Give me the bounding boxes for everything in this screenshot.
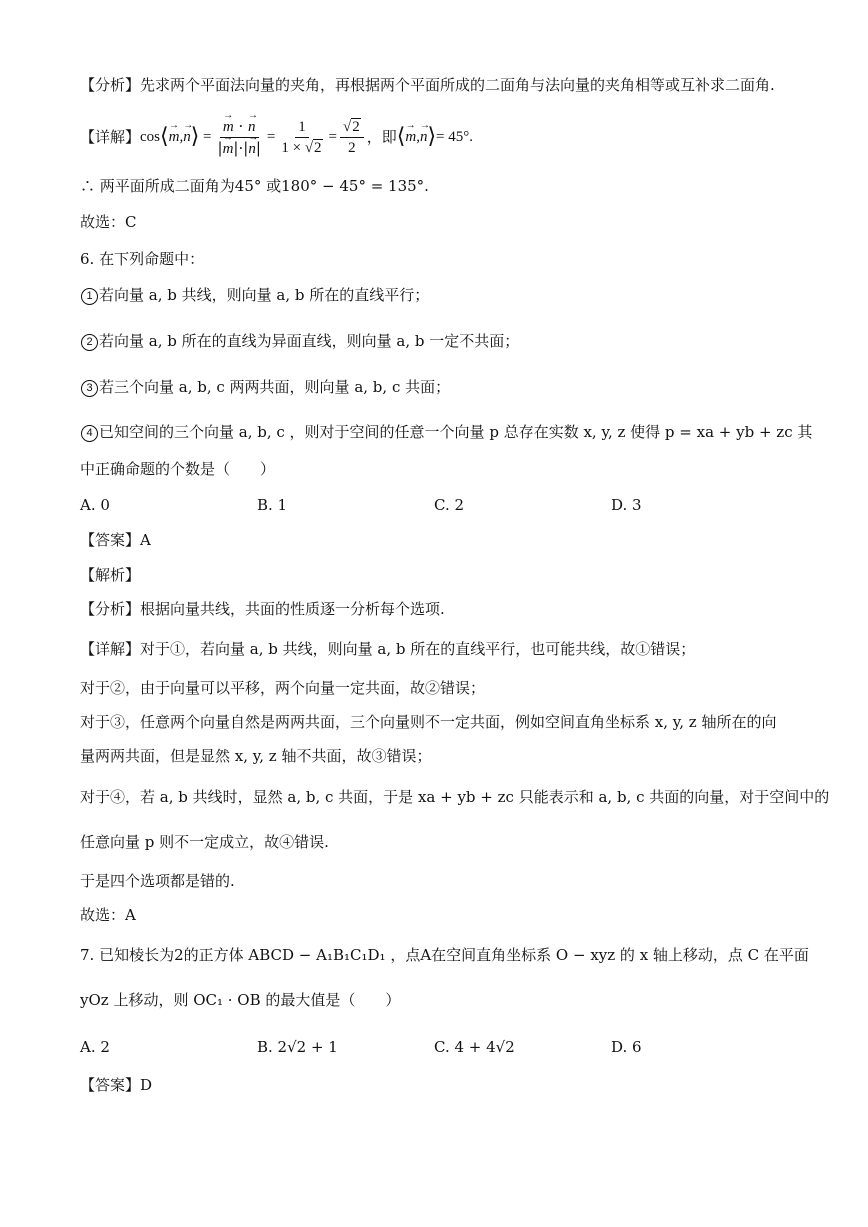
circled-3-icon: 3: [81, 380, 98, 397]
q7-option-c: C. 4 + 4√2: [434, 1038, 515, 1056]
q5-detail-mid: ，即: [366, 128, 397, 146]
q5-frac-dot: → $\frac{m \cdot \to n}{|\to m|\cdot|\to n|}$: [215, 116, 264, 159]
right-angle-bracket: ⟩: [190, 124, 200, 149]
circled-4-icon: 4: [81, 425, 98, 442]
answer-tag: 【答案】: [80, 531, 141, 549]
q7-answer-line: [80, 1074, 152, 1096]
vec-m: → m: [169, 126, 180, 148]
q7-option-b: B. 2√2 + 1: [257, 1038, 338, 1056]
q7-stem-2: yOz 上移动，则 OC₁ · OB 的最大值是（ ）: [80, 991, 401, 1009]
circled-1-icon: 1: [81, 288, 98, 305]
q7-stem-1: 7. 已知棱长为2的正方体 ABCD − A₁B₁C₁D₁ ，点A在空间直角坐标系 O − xyz 的 x 轴上移动，点 C 在平面: [80, 946, 809, 964]
q6-solution-tag: 【解析】: [80, 566, 141, 584]
q5-detail-result: = 45°.: [436, 129, 474, 145]
q5-analysis-line: [80, 74, 775, 96]
q5-analysis-text: 先求两个平面法向量的夹角，再根据两个平面所成的二面角与法向量的夹角相等或互补求二面角.: [140, 76, 775, 94]
q6-analysis-line: [80, 598, 445, 620]
q6-answer-line: [80, 529, 151, 551]
q6-detail-4b: 任意向量 p 则不一定成立，故④错误.: [80, 833, 329, 851]
right-angle-bracket-2: ⟩: [427, 124, 437, 149]
q6-detail-3a: 对于③，任意两个向量自然是两两共面，三个向量则不一定共面，例如空间直角坐标系 x, y, z 轴所在的向: [80, 713, 777, 731]
q6-d1-text: 对于①，若向量 a, b 共线，则向量 a, b 所在的直线平行，也可能共线，故①错误；: [140, 640, 696, 658]
q5-detail-line: 【详解】 cos ⟨ → m , → n ⟩ = → $\frac{m \cdot \to n}{|\to m|\cdot|\to n|}$ = $\frac{1}{1 \times √2}$ = $\frac{√2}{2}$ ，即 ⟨ → m , → n ⟩ = 45°.: [80, 114, 473, 160]
q6-choice: 故选：A: [80, 906, 136, 924]
q5-cos: cos: [140, 129, 161, 145]
q6-p3-text: 若三个向量 a, b, c 两两共面，则向量 a, b, c 共面；: [99, 378, 451, 396]
q6-p2-text: 若向量 a, b 所在的直线为异面直线，则向量 a, b 一定不共面；: [99, 332, 520, 350]
q6-detail-2: 对于②，由于向量可以平移，两个向量一定共面，故②错误；: [80, 679, 486, 697]
q6-proposition-3: [80, 376, 450, 398]
q6-detail-3b: 量两两共面，但是显然 x, y, z 轴不共面，故③错误；: [80, 747, 432, 765]
detail-tag-2: 【详解】: [80, 640, 141, 658]
q6-analysis-text: 根据向量共线，共面的性质逐一分析每个选项.: [140, 600, 445, 618]
q6-option-b: B. 1: [257, 496, 288, 514]
circled-2-icon: 2: [81, 334, 98, 351]
q6-ask: 中正确命题的个数是（ ）: [80, 460, 276, 478]
q6-option-a: A. 0: [80, 496, 110, 514]
left-angle-bracket-2: ⟨: [396, 124, 406, 149]
left-angle-bracket: ⟨: [160, 124, 169, 149]
q5-choice: 故选：C: [80, 213, 137, 231]
q5-therefore: ∴ 两平面所成二面角为45° 或180° − 45° = 135°.: [80, 177, 429, 195]
q6-conclusion: 于是四个选项都是错的.: [80, 872, 235, 890]
q6-detail-4a: 对于④，若 a, b 共线时，显然 a, b, c 共面，于是 xa + yb + zc 只能表示和 a, b, c 共面的向量，对于空间中的: [80, 788, 830, 806]
q6-detail-1: [80, 638, 695, 660]
q5-frac-value: $\frac{1}{1 \times √2}$: [281, 118, 322, 156]
q6-answer: A: [140, 531, 151, 549]
q6-stem: 6. 在下列命题中：: [80, 250, 205, 268]
q7-option-d: D. 6: [611, 1038, 642, 1056]
detail-tag: 【详解】: [80, 128, 141, 146]
q6-proposition-1: [80, 284, 429, 306]
q6-p4-text: 已知空间的三个向量 a, b, c ，则对于空间的任意一个向量 p 总存在实数 x, y, z 使得 p = xa + yb + zc 其: [99, 423, 813, 441]
vec-n: → n: [183, 126, 191, 148]
analysis-tag: 【分析】: [80, 76, 141, 94]
q6-p1-text: 若向量 a, b 共线，则向量 a, b 所在的直线平行；: [99, 286, 430, 304]
q6-proposition-2: [80, 330, 519, 352]
q6-option-c: C. 2: [434, 496, 465, 514]
analysis-tag-2: 【分析】: [80, 600, 141, 618]
answer-tag-2: 【答案】: [80, 1076, 141, 1094]
q6-option-d: D. 3: [611, 496, 642, 514]
q6-proposition-4: [80, 421, 812, 443]
q7-answer: D: [140, 1076, 153, 1094]
q5-frac-sqrt2: $\frac{√2}{2}$: [340, 117, 364, 158]
q7-option-a: A. 2: [80, 1038, 110, 1056]
